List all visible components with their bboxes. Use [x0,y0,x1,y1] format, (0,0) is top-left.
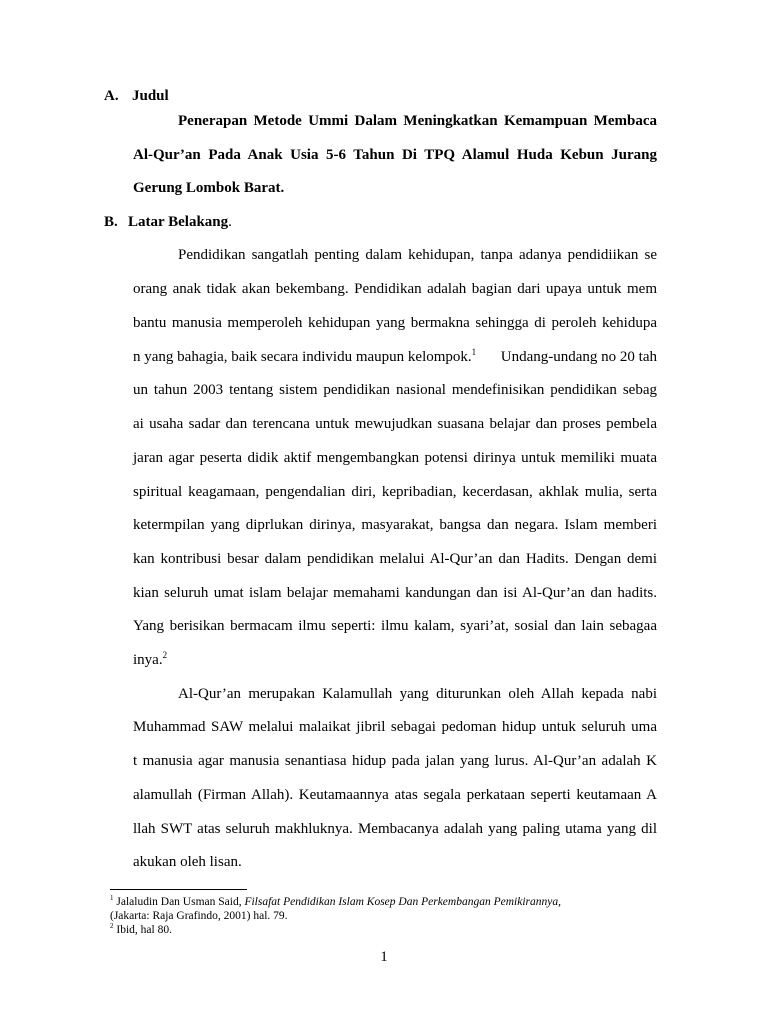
paragraph-2-line-5: llah SWT atas seluruh makhluknya. Membacanya adalah yang paling utama yang dil [133,821,657,837]
paragraph-1-line-6: ai usaha sadar dan terencana untuk mewujudkan suasana belajar dan proses pembela [133,416,657,432]
paragraph-1-line-8: spiritual keagamaan, pengendalian diri, kepribadian, kecerdasan, akhlak mulia, serta [133,484,657,500]
footnote-2-number: 2 [110,922,114,931]
footnote-1-author: Jalaludin Dan Usman Said, [116,896,242,908]
footnote-2-text: Ibid, hal 80. [116,924,172,936]
paragraph-1-line-13 [133,651,657,669]
paragraph-1-line-7: jaran agar peserta didik aktif mengembangkan potensi dirinya untuk memiliki muata [133,450,657,466]
footnote-1-number: 1 [110,894,114,903]
research-title-line-3: Gerung Lombok Barat. [133,180,285,196]
paragraph-1-line-13-text: inya. [133,652,163,668]
paragraph-1-line-11: kian seluruh umat islam belajar memahami kandungan dan isi Al-Qur’an dan hadits. [133,585,657,601]
section-a-heading [104,87,169,105]
footnote-ref-1[interactable]: 1 [471,347,477,357]
footnote-2 [110,923,172,937]
paragraph-1-line-10: kan kontribusi besar dalam pendidikan melalui Al-Qur’an dan Hadits. Dengan demi [133,551,657,567]
footnote-1-comma: , [558,896,561,908]
footnote-1-book-title: Filsafat Pendidikan Islam Kosep Dan Perkembangan Pemikirannya [244,896,559,908]
paragraph-1-line-4 [133,348,657,366]
paragraph-1-line-4-continuation: Undang-undang no 20 tah [500,349,657,365]
section-a-title: Judul [132,88,169,104]
paragraph-1-line-3: bantu manusia memperoleh kehidupan yang bermakna sehingga di peroleh kehidupa [133,315,657,331]
footnote-ref-2[interactable]: 2 [162,650,168,660]
section-b-title: Latar Belakang [128,214,229,230]
footnote-1 [110,895,561,909]
paragraph-2-line-2: Muhammad SAW melalui malaikat jibril sebagai pedoman hidup untuk seluruh uma [133,719,657,735]
section-b-marker: B. [104,214,118,230]
section-b-heading [104,213,232,231]
paragraph-2-line-1: Al-Qur’an merupakan Kalamullah yang diturunkan oleh Allah kepada nabi [178,686,657,702]
page-number: 1 [380,949,388,965]
section-b-title-period: . [228,214,232,230]
paragraph-1-line-1: Pendidikan sangatlah penting dalam kehidupan, tanpa adanya pendidiikan se [178,247,657,263]
paragraph-2-line-4: alamullah (Firman Allah). Keutamaannya atas segala perkataan seperti keutamaan A [133,787,657,803]
paragraph-1-line-4-text: n yang bahagia, baik secara individu maupun kelompok. [133,349,472,365]
paragraph-1-line-5: un tahun 2003 tentang sistem pendidikan nasional mendefinisikan pendidikan sebag [133,382,657,398]
footnote-1-line-2: (Jakarta: Raja Grafindo, 2001) hal. 79. [110,910,288,922]
paragraph-2-line-3: t manusia agar manusia senantiasa hidup pada jalan yang lurus. Al-Qur’an adalah K [133,753,657,769]
paragraph-2-line-6: akukan oleh lisan. [133,854,242,870]
footnote-separator [110,889,247,890]
paragraph-1-line-12: Yang berisikan bermacam ilmu seperti: ilmu kalam, syari’at, sosial dan lain sebagaa [133,618,657,634]
research-title-line-2: Al-Qur’an Pada Anak Usia 5-6 Tahun Di TPQ Alamul Huda Kebun Jurang [133,147,657,163]
research-title-line-1: Penerapan Metode Ummi Dalam Meningkatkan Kemampuan Membaca [178,113,657,129]
paragraph-1-line-9: ketermpilan yang diprlukan dirinya, masyarakat, bangsa dan negara. Islam memberi [133,517,657,533]
section-a-marker: A. [104,88,119,104]
paragraph-1-line-2: orang anak tidak akan bekembang. Pendidikan adalah bagian dari upaya untuk mem [133,281,657,297]
